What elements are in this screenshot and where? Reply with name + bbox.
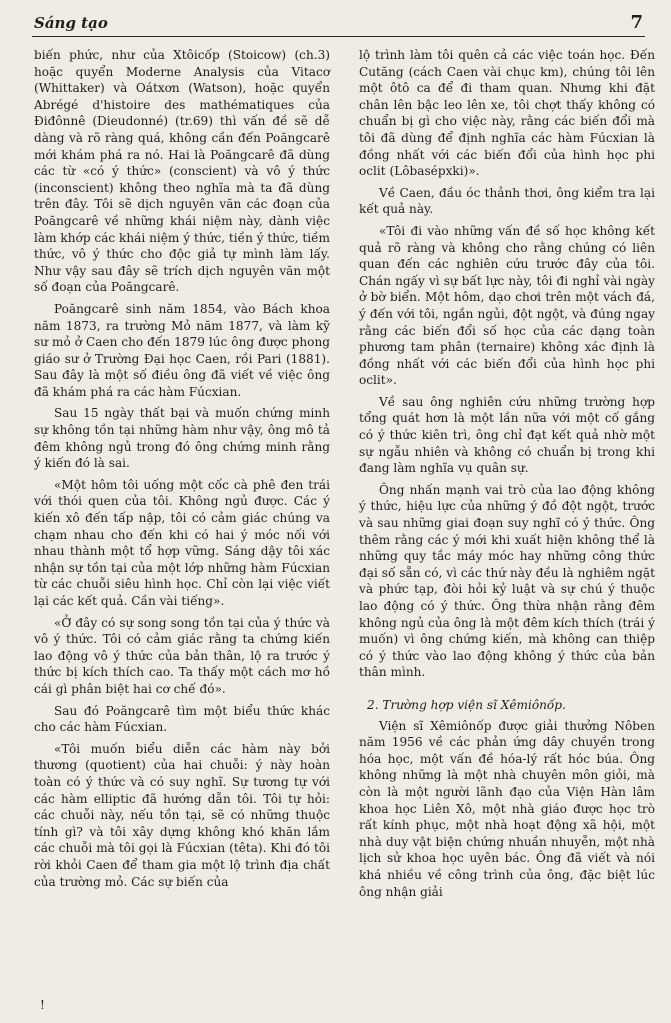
paragraph: Về Caen, đầu óc thảnh thơi, ông kiểm tra lại kết quả này. (359, 185, 655, 217)
quote-paragraph: «Tôi muốn biểu diễn các hàm này bởi thương (quotient) của hai chuỗi: ý này hoàn toàn có ý thức và có suy nghĩ. Sự tương tự với các hàm elliptic đã hướng dẫn tôi. Tôi tự hỏi: các chuỗi này, nếu tồn tại, sẽ có những thuộc tính gì? và tôi xây dựng không khó khăn lắm các chuỗi mà tôi gọi là Fúcxian (têta). Khi đó tôi rời khỏi Caen để tham gia một lộ trình địa chất của trường mỏ. Các sự biến của (34, 741, 330, 889)
left-column (34, 47, 330, 895)
page-number: 7 (630, 12, 643, 33)
section-heading: 2. Trường hợp viện sĩ Xêmiônốp. (367, 697, 566, 712)
quote-paragraph: «Tôi đi vào những vấn đề số học không kết quả rõ ràng và không cho rằng chúng có liên quan đến các nghiên cứu trước đây của tôi. Chán ngấy vì sự bất lực này, tôi đi nghỉ vài ngày ở bờ biển. Một hôm, dạo chơi trên một vách đá, ý đến với tôi, ngắn ngủi, đột ngột, và đúng ngay rằng các biến đổi số học của các dạng toàn phương tam phân (ternaire) không xác định là đồng nhất với các biến đổi của hình học phi oclit». (359, 223, 655, 388)
paragraph: Về sau ông nghiên cứu những trường hợp tổng quát hơn là một lần nữa với một cố gắng có ý thức kiên trì, ông chỉ đạt kết quả nhờ một sự ngẫu nhiên và không có chuẩn bị trong khi đang làm nghĩa vụ quân sự. (359, 394, 655, 476)
page-header (32, 12, 645, 37)
paragraph: biến phức, như của Xtôicốp (Stoicow) (ch.3) hoặc quyển Moderne Analysis của Vitacơ (Whittaker) và Oátxơn (Watson), hoặc quyển Abrégé d'histoire des mathématiques của Điđônnê (Dieudonné) (tr.69) thì vấn đề sẽ dễ dàng và rõ ràng quá, không cần đến Poăngcarê mới khám phá ra nó. Hai là Poăngcarê đã dùng các từ «có ý thức» (conscient) và vô ý thức (inconscient) không theo nghĩa mà ta đã dùng trên đây. Tôi sẽ dịch nguyên văn các đoạn của Poăngcarê về những khái niệm này, dành việc làm khớp các khái niệm ý thức, tiền ý thức, tiềm thức, vô ý thức cho độc giả tự mình làm lấy. Như vậy sau đây sẽ trích dịch nguyên văn một số đoạn của Poăngcarê. (34, 48, 330, 295)
running-title: Sáng tạo (34, 14, 108, 32)
quote-paragraph: «Một hôm tôi uống một cốc cà phê đen trái với thói quen của tôi. Không ngủ được. Các ý kiến xô đến tấp nập, tôi có cảm giác chúng va chạm nhau cho đến khi có hai ý móc nối với nhau thành một tổ hợp vững. Sáng dậy tôi xác nhận sự tồn tại của một lớp những hàm Fúcxian từ các chuỗi siêu hình học. Chỉ còn lại việc viết lại các kết quả. Cần vài tiếng». (34, 477, 330, 608)
paragraph: Poăngcarê sinh năm 1854, vào Bách khoa năm 1873, ra trường Mỏ năm 1877, và làm kỹ sư mỏ ở Caen cho đến 1879 lúc ông được phong giáo sư ở Trường Đại học Caen, rồi Pari (1881). Sau đây là một số điều ông đã viết về việc ông đã khám phá ra các hàm Fúcxian. (34, 301, 330, 399)
quote-paragraph: «Ở đây có sự song song tồn tại của ý thức và vô ý thức. Tôi có cảm giác rằng ta chứng kiến lao động vô ý thức của bản thân, lộ ra trước ý thức bị kích thích cao. Ta thấy một cách mơ hồ cái gì phân biệt hai cơ chế đó». (34, 615, 330, 696)
footer-mark: ! (40, 998, 45, 1012)
paragraph: Sau đó Poăngcarê tìm một biểu thức khác cho các hàm Fúcxian. (34, 703, 330, 735)
paragraph: Ông nhấn mạnh vai trò của lao động không ý thức, hiệu lực của những ý đồ đột ngột, trước và sau những giai đoạn suy nghĩ có ý thức. Ông thêm rằng các ý mới khi xuất hiện không thể là những quy tắc máy móc hay những công thức đại số sẵn có, vì các thứ này đều là nghiêm ngặt và phức tạp, đòi hỏi kỷ luật và sự chú ý thuộc lao động có ý thức. Ông thừa nhận rằng đêm không ngủ của ông là một đêm kích thích (trái ý muốn) vì ông chứng kiến, mà không can thiệp có ý thức vào lao động không ý thức của bản thân mình. (359, 482, 655, 680)
paragraph: Sau 15 ngày thất bại và muốn chứng minh sự không tồn tại những hàm như vậy, ông mô tả đêm không ngủ trong đó ông chứng minh rằng ý kiến đó là sai. (34, 406, 330, 471)
right-column (359, 47, 655, 905)
paragraph: lộ trình làm tôi quên cả các việc toán học. Đến Cutăng (cách Caen vài chục km), chúng tôi lên một ôtô ca để đi tham quan. Nhưng khi đặt chân lên bậc leo lên xe, tôi chợt thấy không có chuẩn bị gì cho việc này, rằng các biến đổi mà tôi đã dùng để định nghĩa các hàm Fúcxian là đồng nhất với các biến đổi của hình học phi oclit (Lôbasépxki)». (359, 48, 655, 179)
paragraph: Viện sĩ Xêmiônốp được giải thưởng Nôben năm 1956 về các phản ứng dây chuyền trong hóa học, một vấn đề hóa-lý rất hóc búa. Ông không những là một nhà chuyên môn giỏi, mà còn là một người lãnh đạo của Viện Hàn lâm khoa học Liên Xô, một nhà giáo được học trò rất kính phục, một nhà hoạt động xã hội, một nhà duy vật biện chứng nhuần nhuyễn, một nhà lịch sử khoa học uyên bác. Ông đã viết và nói khá nhiều về công trình của ông, đặc biệt lúc ông nhận giải (359, 718, 655, 899)
